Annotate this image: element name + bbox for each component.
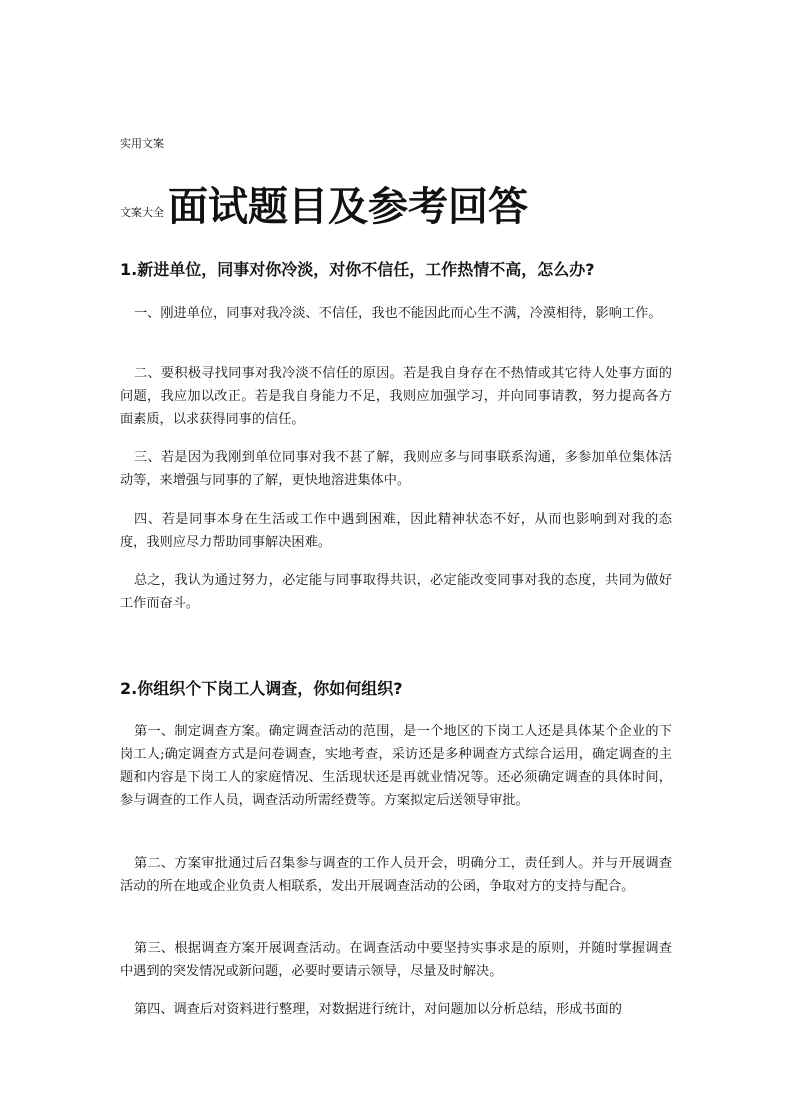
paragraph: 三、若是因为我刚到单位同事对我不甚了解，我则应多与同事联系沟通，多参加单位集体活动等，来增强与同事的了解，更快地溶进集体中。 [120,450,672,488]
header-label: 实用文案 [120,137,164,150]
paragraph: 四、若是同事本身在生活或工作中遇到困难，因此精神状态不好，从而也影响到对我的态度，我则应尽力帮助同事解决困难。 [120,512,672,550]
paragraph: 二、要积极寻找同事对我冷淡不信任的原因。若是我自身存在不热情或其它待人处事方面的问题，我应加以改正。若是我自身能力不足，我则应加强学习，并向同事请教，努力提高各方面素质，以求获得同事的信任。 [120,366,672,427]
paragraph: 总之，我认为通过努力，必定能与同事取得共识，必定能改变同事对我的态度，共同为做好工作而奋斗。 [120,573,672,611]
page-title: 面试题目及参考回答 [168,184,528,230]
paragraph: 第三、根据调查方案开展调查活动。在调查活动中要坚持实事求是的原则，并随时掌握调查中遇到的突发情况或新问题，必要时要请示领导，尽量及时解决。 [120,941,672,979]
section-heading-2: 2.你组织个下岗工人调查，你如何组织? [120,679,403,698]
section-heading-1: 1.新进单位，同事对你冷淡，对你不信任，工作热情不高，怎么办? [120,260,595,279]
paragraph: 第四、调查后对资料进行整理，对数据进行统计，对问题加以分析总结，形成书面的 [134,1002,622,1017]
paragraph: 第二、方案审批通过后召集参与调查的工作人员开会，明确分工，责任到人。并与开展调查活动的所在地或企业负责人相联系，发出开展调查活动的公函，争取对方的支持与配合。 [120,856,672,894]
title-prefix: 文案大全 [120,206,164,219]
paragraph: 第一、制定调查方案。确定调查活动的范围，是一个地区的下岗工人还是具体某个企业的下岗工人;确定调查方式是问卷调查，实地考查，采访还是多种调查方式综合运用，确定调查的主题和内容是下岗工人的家庭情况、生活现状还是再就业情况等。还必须确定调查的具体时间，参与调查的工作人员，调查活动所需经费等。方案拟定后送领导审批。 [120,724,672,808]
paragraph: 一、刚进单位，同事对我冷淡、不信任，我也不能因此而心生不满，冷漠相待，影响工作。 [134,306,662,321]
title-row [120,178,680,230]
